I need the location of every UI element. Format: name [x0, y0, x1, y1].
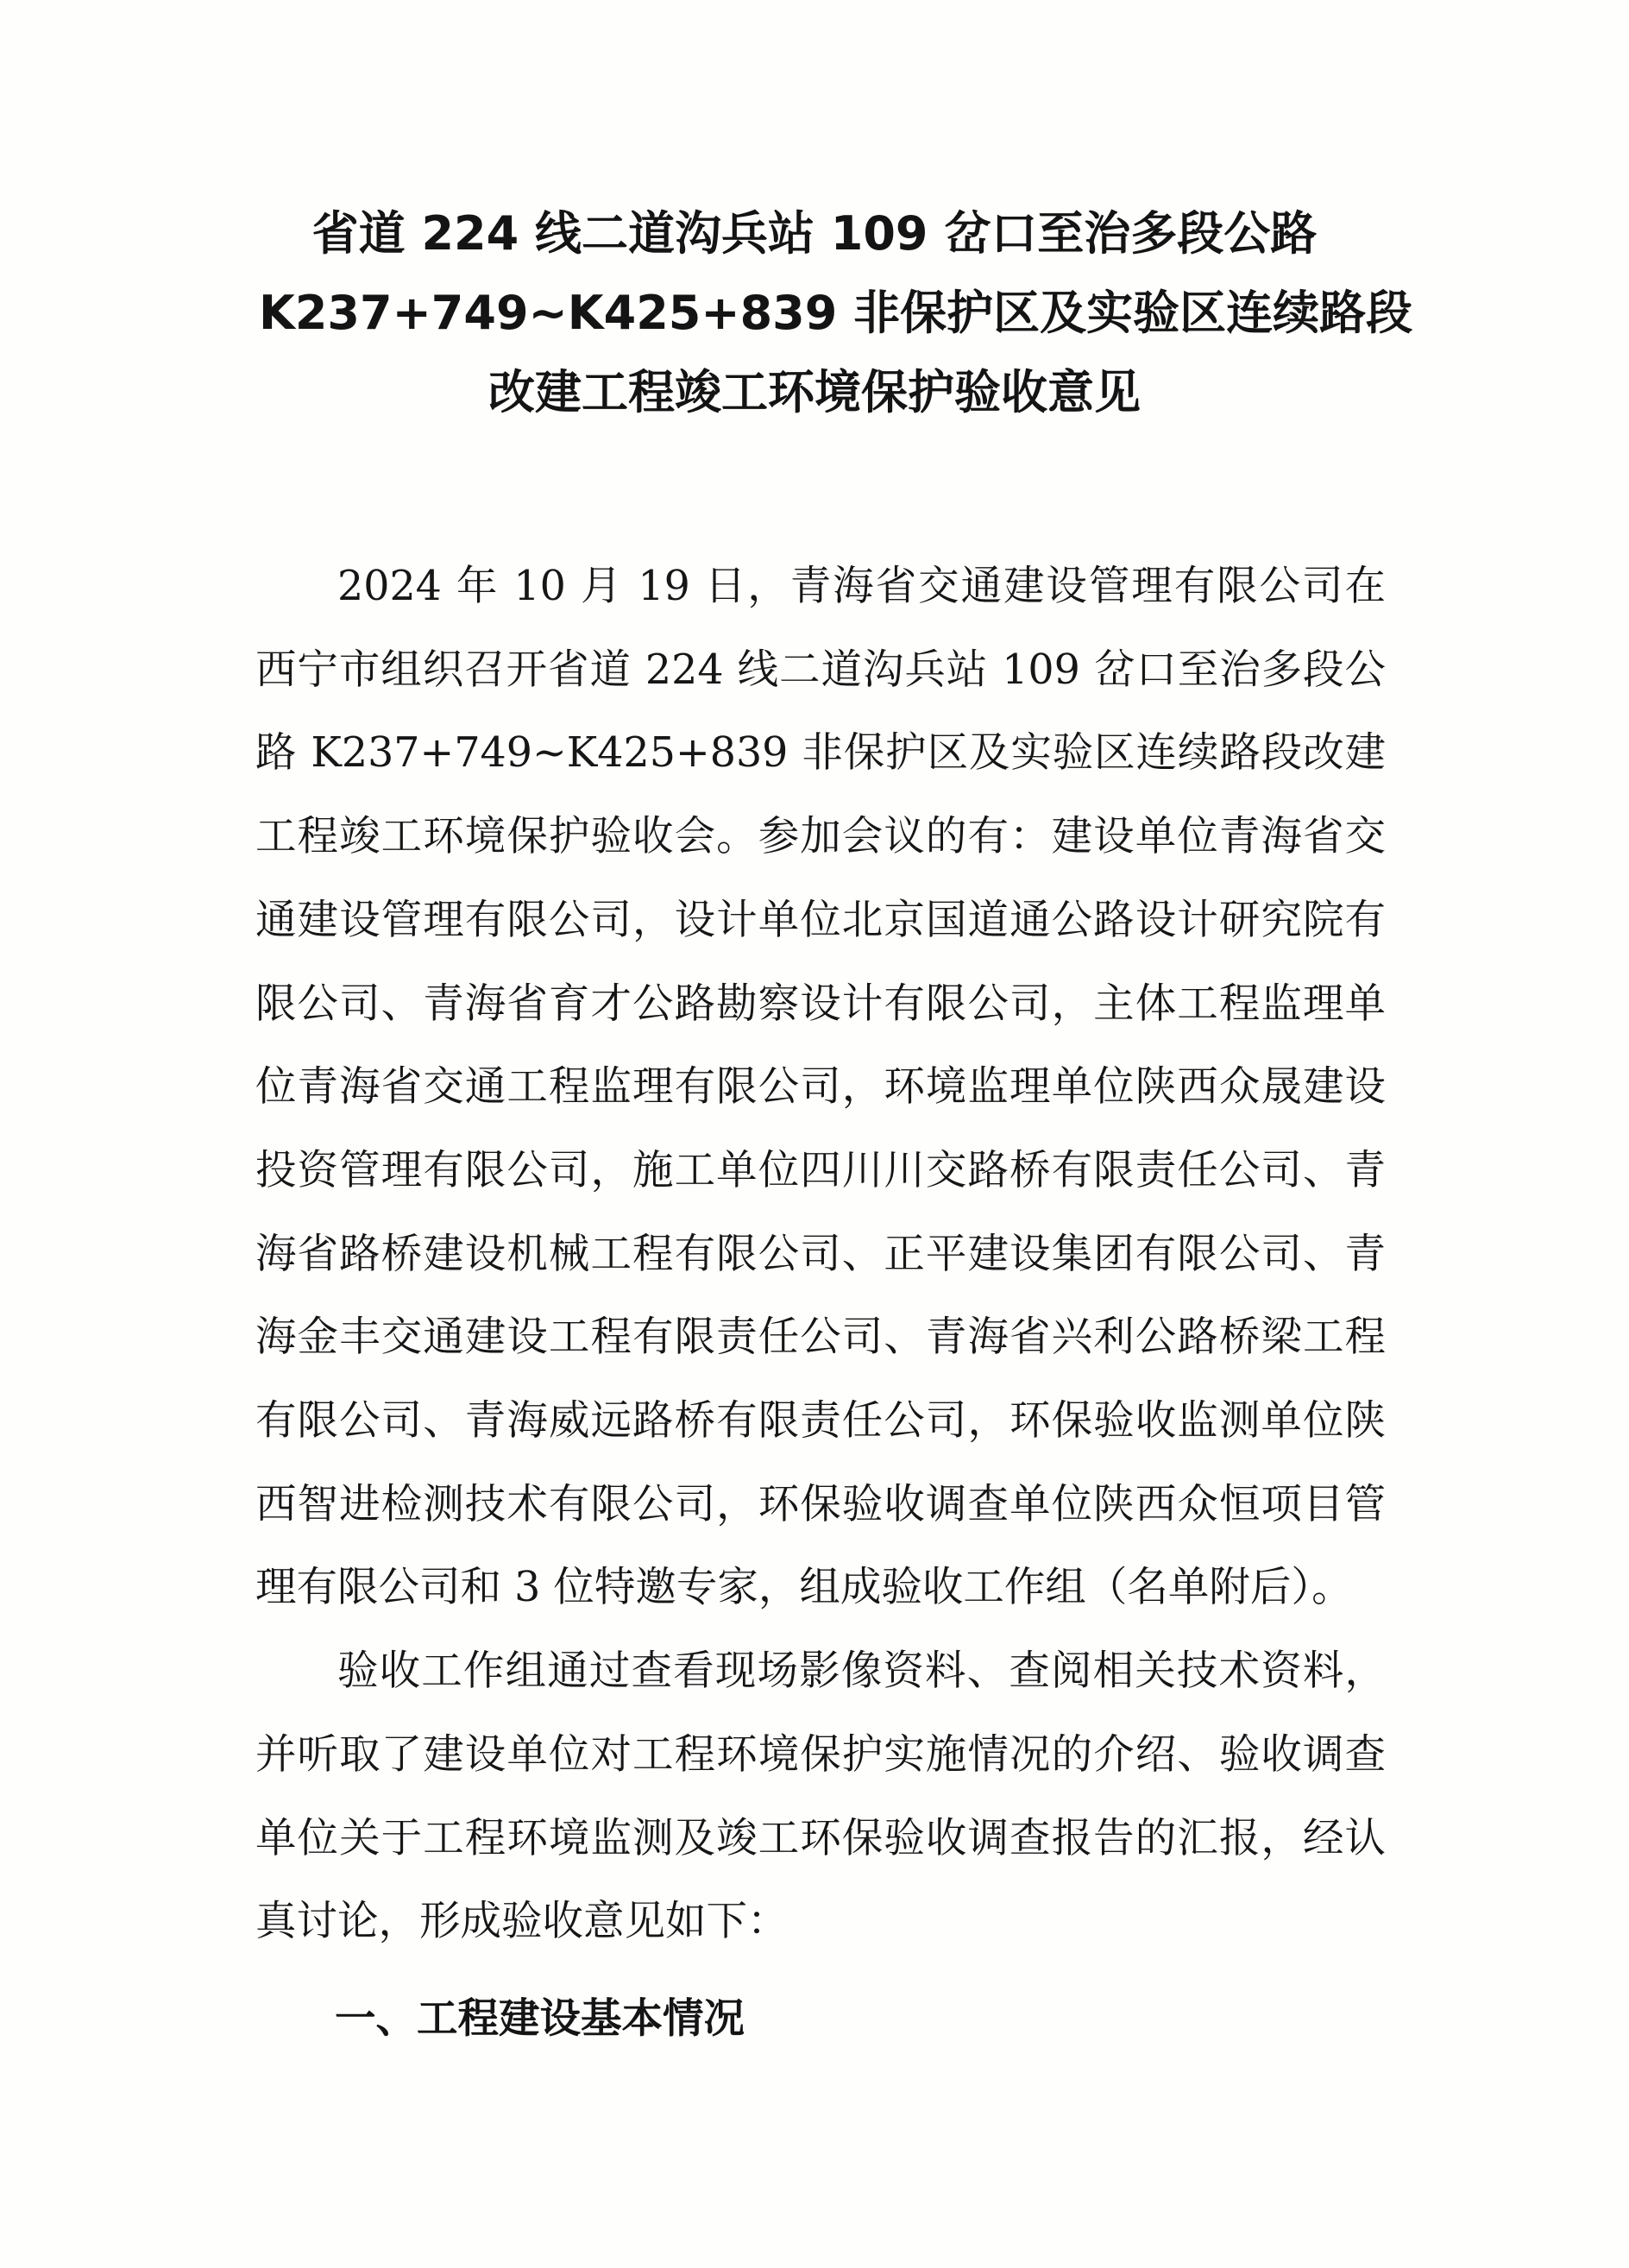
- title-line-2: K237+749~K425+839 非保护区及实验区连续路段: [259, 286, 1413, 340]
- title-line-1: 省道 224 线二道沟兵站 109 岔口至治多段公路: [311, 206, 1318, 261]
- document-body: [255, 545, 1386, 1964]
- paragraph-meeting-info: 2024 年 10 月 19 日，青海省交通建设管理有限公司在西宁市组织召开省道 224 线二道沟兵站 109 岔口至治多段公路 K237+749~K425+839 非保护区及实验区连续路段改建工程竣工环境保护验收会。参加会议的有：建设单位青海省交通建设管理有限公司，设计单位北京国道通公路设计研究院有限公司、青海省育才公路勘察设计有限公司，主体工程监理单位青海省交通工程监理有限公司，环境监理单位陕西众晟建设投资管理有限公司，施工单位四川川交路桥有限责任公司、青海省路桥建设机械工程有限公司、正平建设集团有限公司、青海金丰交通建设工程有限责任公司、青海省兴利公路桥梁工程有限公司、青海威远路桥有限责任公司，环保验收监测单位陕西智进检测技术有限公司，环保验收调查单位陕西众恒项目管理有限公司和 3 位特邀专家，组成验收工作组（名单附后）。: [255, 563, 1386, 1612]
- title-line-3: 改建工程竣工环境保护验收意见: [488, 365, 1141, 419]
- paragraph-review-process: 验收工作组通过查看现场影像资料、查阅相关技术资料，并听取了建设单位对工程环境保护实施情况的介绍、验收调查单位关于工程环境监测及竣工环保验收调查报告的汇报，经认真讨论，形成验收意见如下：: [255, 1647, 1386, 1946]
- document-title: [259, 194, 1413, 432]
- section-heading: 一、工程建设基本情况: [335, 1995, 745, 2043]
